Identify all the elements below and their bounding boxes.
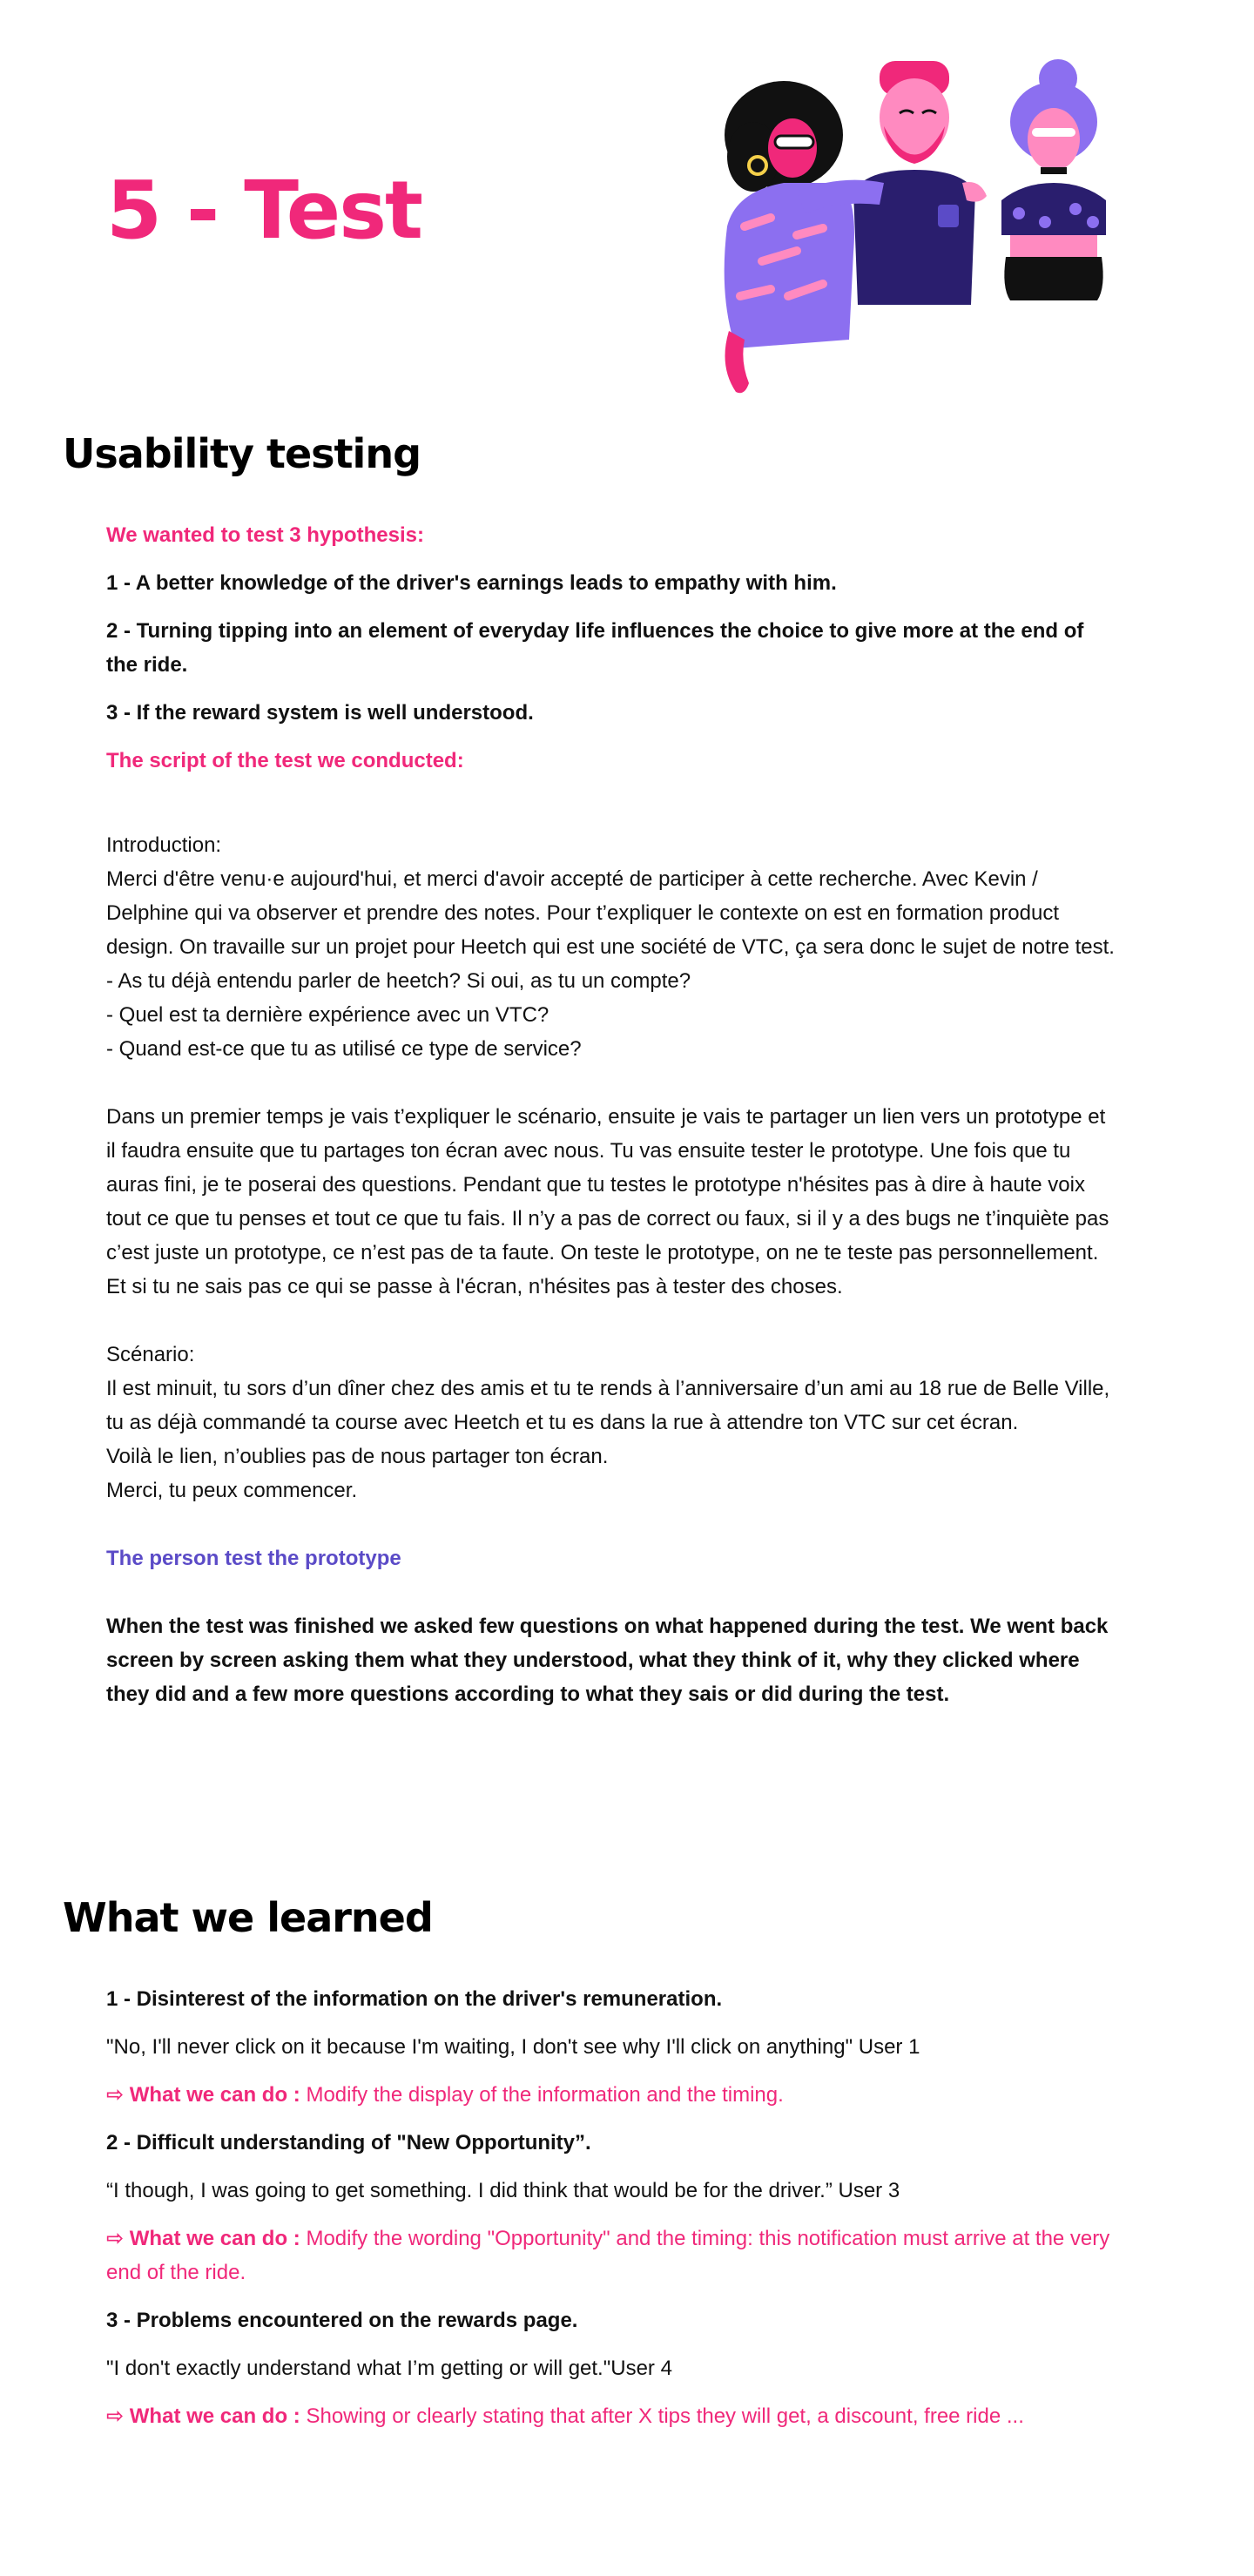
script-question: - As tu déjà entendu parler de heetch? Si oui, as tu un compte? — [106, 969, 691, 993]
script-question: - Quand est-ce que tu as utilisé ce type de service? — [106, 1037, 582, 1061]
script-intro-label: Introduction: — [106, 833, 222, 857]
test-conclusion: When the test was finished we asked few questions on what happened during the test. We went back screen by screen asking them what they understood, what they think of it, why they clicked where they did and a few more questions according to what they sais or did during the test. — [106, 1615, 1109, 1706]
learning-item — [106, 1982, 1116, 2112]
scenario-start-text: Merci, tu peux commencer. — [106, 1479, 358, 1502]
learning-item — [106, 2126, 1116, 2289]
learning-title: 3 - Problems encountered on the rewards page. — [106, 2309, 578, 2332]
user-quote: "No, I'll never click on it because I'm waiting, I don't see why I'll click on anything" User 1 — [106, 2035, 920, 2059]
user-quote: “I though, I was going to get something. I did think that would be for the driver.” User 3 — [106, 2179, 900, 2202]
page-title: 5 - Test — [106, 164, 421, 257]
script-intro-text: Merci d'être venu·e aujourd'hui, et merci d'avoir accepté de participer à cette recherche. Avec Kevin / Delphine qui va observer et prendre des notes. Pour t’expliquer le contexte on est en formation product design. On travaille sur un projet pour Heetch qui est une société de VTC, ça sera donc le sujet de notre test. — [106, 867, 1115, 959]
scenario-text: Il est minuit, tu sors d’un dîner chez des amis et tu te rends à l’anniversaire d’un ami au 18 rue de Belle Ville, tu as déjà commandé ta course avec Heetch et tu es dans la rue à attendre ton VTC sur cet écran. — [106, 1377, 1110, 1434]
hypothesis-item: 2 - Turning tipping into an element of everyday life influences the choice to give more at the end of the ride. — [106, 619, 1084, 677]
hypotheses-intro: We wanted to test 3 hypothesis: — [106, 523, 424, 547]
script-question: - Quel est ta dernière expérience avec un VTC? — [106, 1003, 549, 1027]
learnings-section — [106, 1982, 1116, 2433]
learning-item — [106, 2303, 1116, 2433]
script-intro: The script of the test we conducted: — [106, 749, 464, 772]
action-text: Modify the wording "Opportunity" and the timing: this notification must arrive at the very end of the ride. — [106, 2227, 1110, 2284]
scenario-link-text: Voilà le lien, n’oublies pas de nous partager ton écran. — [106, 1445, 609, 1468]
learning-title: 1 - Disinterest of the information on the driver's remuneration. — [106, 1987, 723, 2011]
action-label: ⇨ What we can do : — [106, 2404, 300, 2428]
three-friends-illustration — [710, 52, 1163, 401]
action-label: ⇨ What we can do : — [106, 2083, 300, 2107]
what-we-learned-heading: What we learned — [63, 1894, 433, 1941]
script-instructions: Dans un premier temps je vais t’expliquer le scénario, ensuite je vais te partager un lien vers un prototype et il faudra ensuite que tu partages ton écran avec nous. Tu vas ensuite tester le prototype. Une fois que tu auras fini, je te poserai des questions. Pendant que tu testes le prototype n'hésites pas à dire à haute voix tout ce que tu penses et tout ce que tu fais. Il n’y a pas de correct ou faux, si il y a des bugs ne t’inquiète pas c’est juste un prototype, ce n’est pas de ta faute. On teste le prototype, on ne te teste pas personnellement. Et si tu ne sais pas ce qui se passe à l'écran, n'hésites pas à tester des choses. — [106, 1105, 1109, 1298]
action-recommendation — [106, 2399, 1116, 2433]
learning-title: 2 - Difficult understanding of "New Opportunity”. — [106, 2131, 591, 2155]
usability-testing-section — [106, 518, 1116, 1711]
prototype-note: The person test the prototype — [106, 1547, 401, 1570]
usability-testing-heading: Usability testing — [63, 430, 421, 477]
action-text: Showing or clearly stating that after X tips they will get, a discount, free ride ... — [306, 2404, 1024, 2428]
hypothesis-item: 3 - If the reward system is well understood. — [106, 701, 534, 725]
action-recommendation — [106, 2222, 1116, 2289]
action-recommendation — [106, 2078, 1116, 2112]
hypothesis-item: 1 - A better knowledge of the driver's earnings leads to empathy with him. — [106, 571, 837, 595]
scenario-label: Scénario: — [106, 1343, 195, 1366]
user-quote: "I don't exactly understand what I’m getting or will get."User 4 — [106, 2357, 672, 2380]
action-text: Modify the display of the information and the timing. — [306, 2083, 784, 2107]
test-script — [106, 828, 1116, 1507]
action-label: ⇨ What we can do : — [106, 2227, 300, 2250]
